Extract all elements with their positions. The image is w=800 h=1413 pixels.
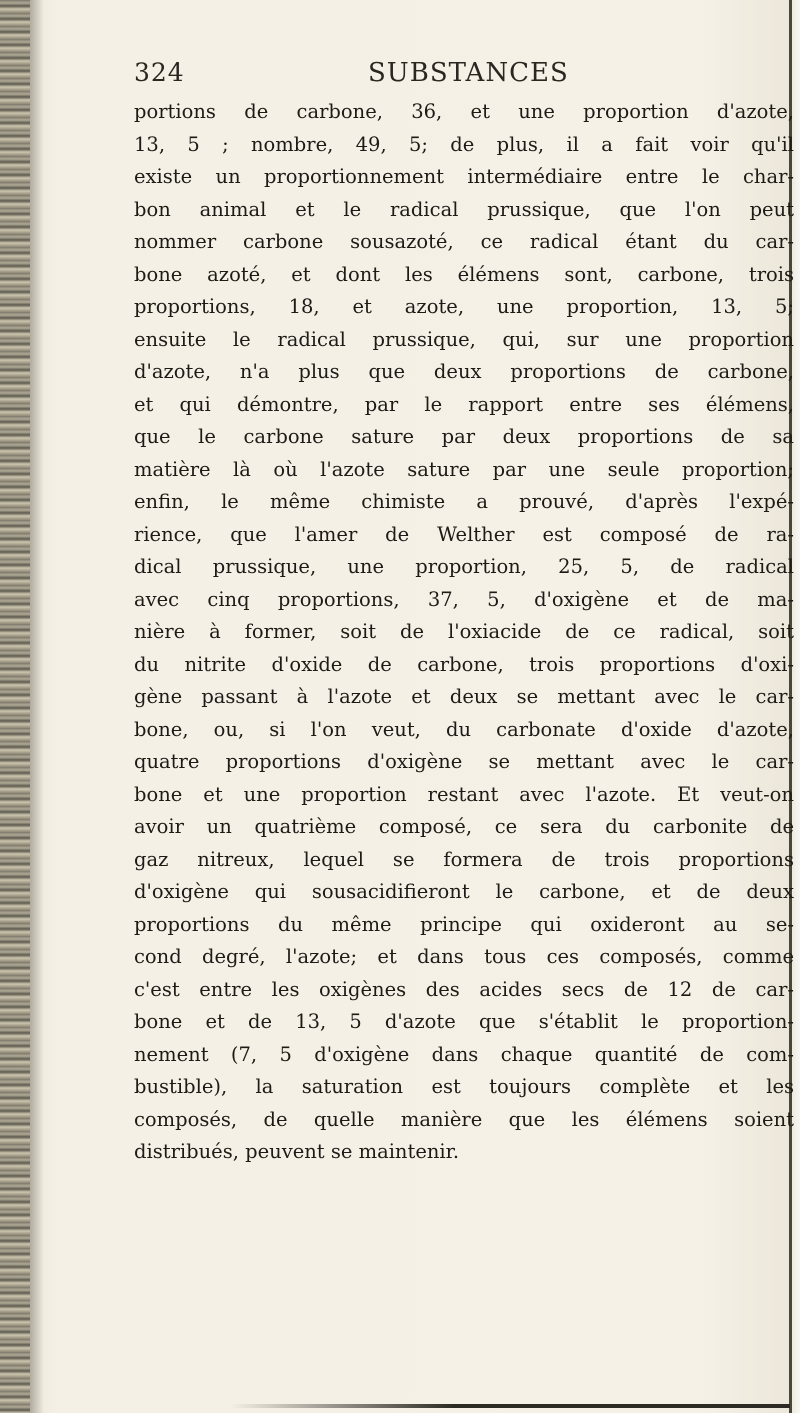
text-line: 13, 5 ; nombre, 49, 5; de plus, il a fait voir qu'il bbox=[134, 132, 794, 156]
text-line: portions de carbone, 36, et une proportion d'azote, bbox=[134, 100, 794, 123]
text-line: bone et de 13, 5 d'azote que s'établit le proportion- bbox=[134, 1010, 794, 1033]
book-binding-edge bbox=[0, 0, 30, 1413]
text-line: proportions, 18, et azote, une proportion, 13, 5; bbox=[134, 295, 794, 318]
text-line: rience, que l'amer de Welther est composé de ra- bbox=[134, 522, 794, 546]
page-bottom-edge bbox=[230, 1404, 790, 1408]
text-line: matière là où l'azote sature par une seule proportion; bbox=[134, 457, 794, 481]
text-line: c'est entre les oxigènes des acides secs de 12 de car- bbox=[134, 977, 794, 1001]
text-line: cond degré, l'azote; et dans tous ces composés, comme bbox=[134, 945, 794, 968]
text-line: existe un proportionnement intermédiaire entre le char- bbox=[134, 165, 794, 188]
text-line: nommer carbone sousazoté, ce radical étant du car- bbox=[134, 230, 794, 253]
text-line: quatre proportions d'oxigène se mettant avec le car- bbox=[134, 750, 794, 773]
text-line: que le carbone sature par deux proportions de sa bbox=[134, 425, 794, 448]
text-line: ensuite le radical prussique, qui, sur une proportion bbox=[134, 327, 794, 351]
text-line: bone et une proportion restant avec l'azote. Et veut-on bbox=[134, 782, 794, 806]
text-line: bone azoté, et dont les élémens sont, carbone, trois bbox=[134, 262, 794, 286]
text-line: nière à former, soit de l'oxiacide de ce radical, soit bbox=[134, 620, 794, 643]
page-number: 324 bbox=[134, 58, 185, 87]
page-header bbox=[134, 58, 784, 98]
text-line: avoir un quatrième composé, ce sera du carbonite de bbox=[134, 815, 794, 838]
text-line: bustible), la saturation est toujours complète et les bbox=[134, 1075, 794, 1098]
text-line: bon animal et le radical prussique, que l'on peut bbox=[134, 197, 794, 221]
text-line: gène passant à l'azote et deux se mettant avec le car- bbox=[134, 685, 794, 708]
text-line: avec cinq proportions, 37, 5, d'oxigène et de ma- bbox=[134, 587, 794, 611]
text-line: d'azote, n'a plus que deux proportions de carbone, bbox=[134, 360, 794, 383]
text-line: nement (7, 5 d'oxigène dans chaque quantité de com- bbox=[134, 1042, 794, 1066]
text-line: et qui démontre, par le rapport entre ses élémens, bbox=[134, 392, 794, 416]
text-line: composés, de quelle manière que les élémens soient bbox=[134, 1107, 794, 1131]
text-line: d'oxigène qui sousacidifieront le carbone, et de deux bbox=[134, 880, 794, 903]
text-line: enfin, le même chimiste a prouvé, d'après l'expé- bbox=[134, 490, 794, 513]
text-line: distribués, peuvent se maintenir. bbox=[134, 1140, 460, 1163]
text-line: du nitrite d'oxide de carbone, trois proportions d'oxi- bbox=[134, 652, 794, 676]
text-line: gaz nitreux, lequel se formera de trois proportions bbox=[134, 847, 794, 871]
running-title: SUBSTANCES bbox=[368, 58, 569, 88]
body-paragraph bbox=[134, 96, 794, 1169]
text-line: proportions du même principe qui oxideront au se- bbox=[134, 912, 794, 936]
text-line: bone, ou, si l'on veut, du carbonate d'oxide d'azote, bbox=[134, 717, 794, 741]
text-line: dical prussique, une proportion, 25, 5, de radical bbox=[134, 555, 794, 578]
gutter-shadow bbox=[30, 0, 44, 1413]
